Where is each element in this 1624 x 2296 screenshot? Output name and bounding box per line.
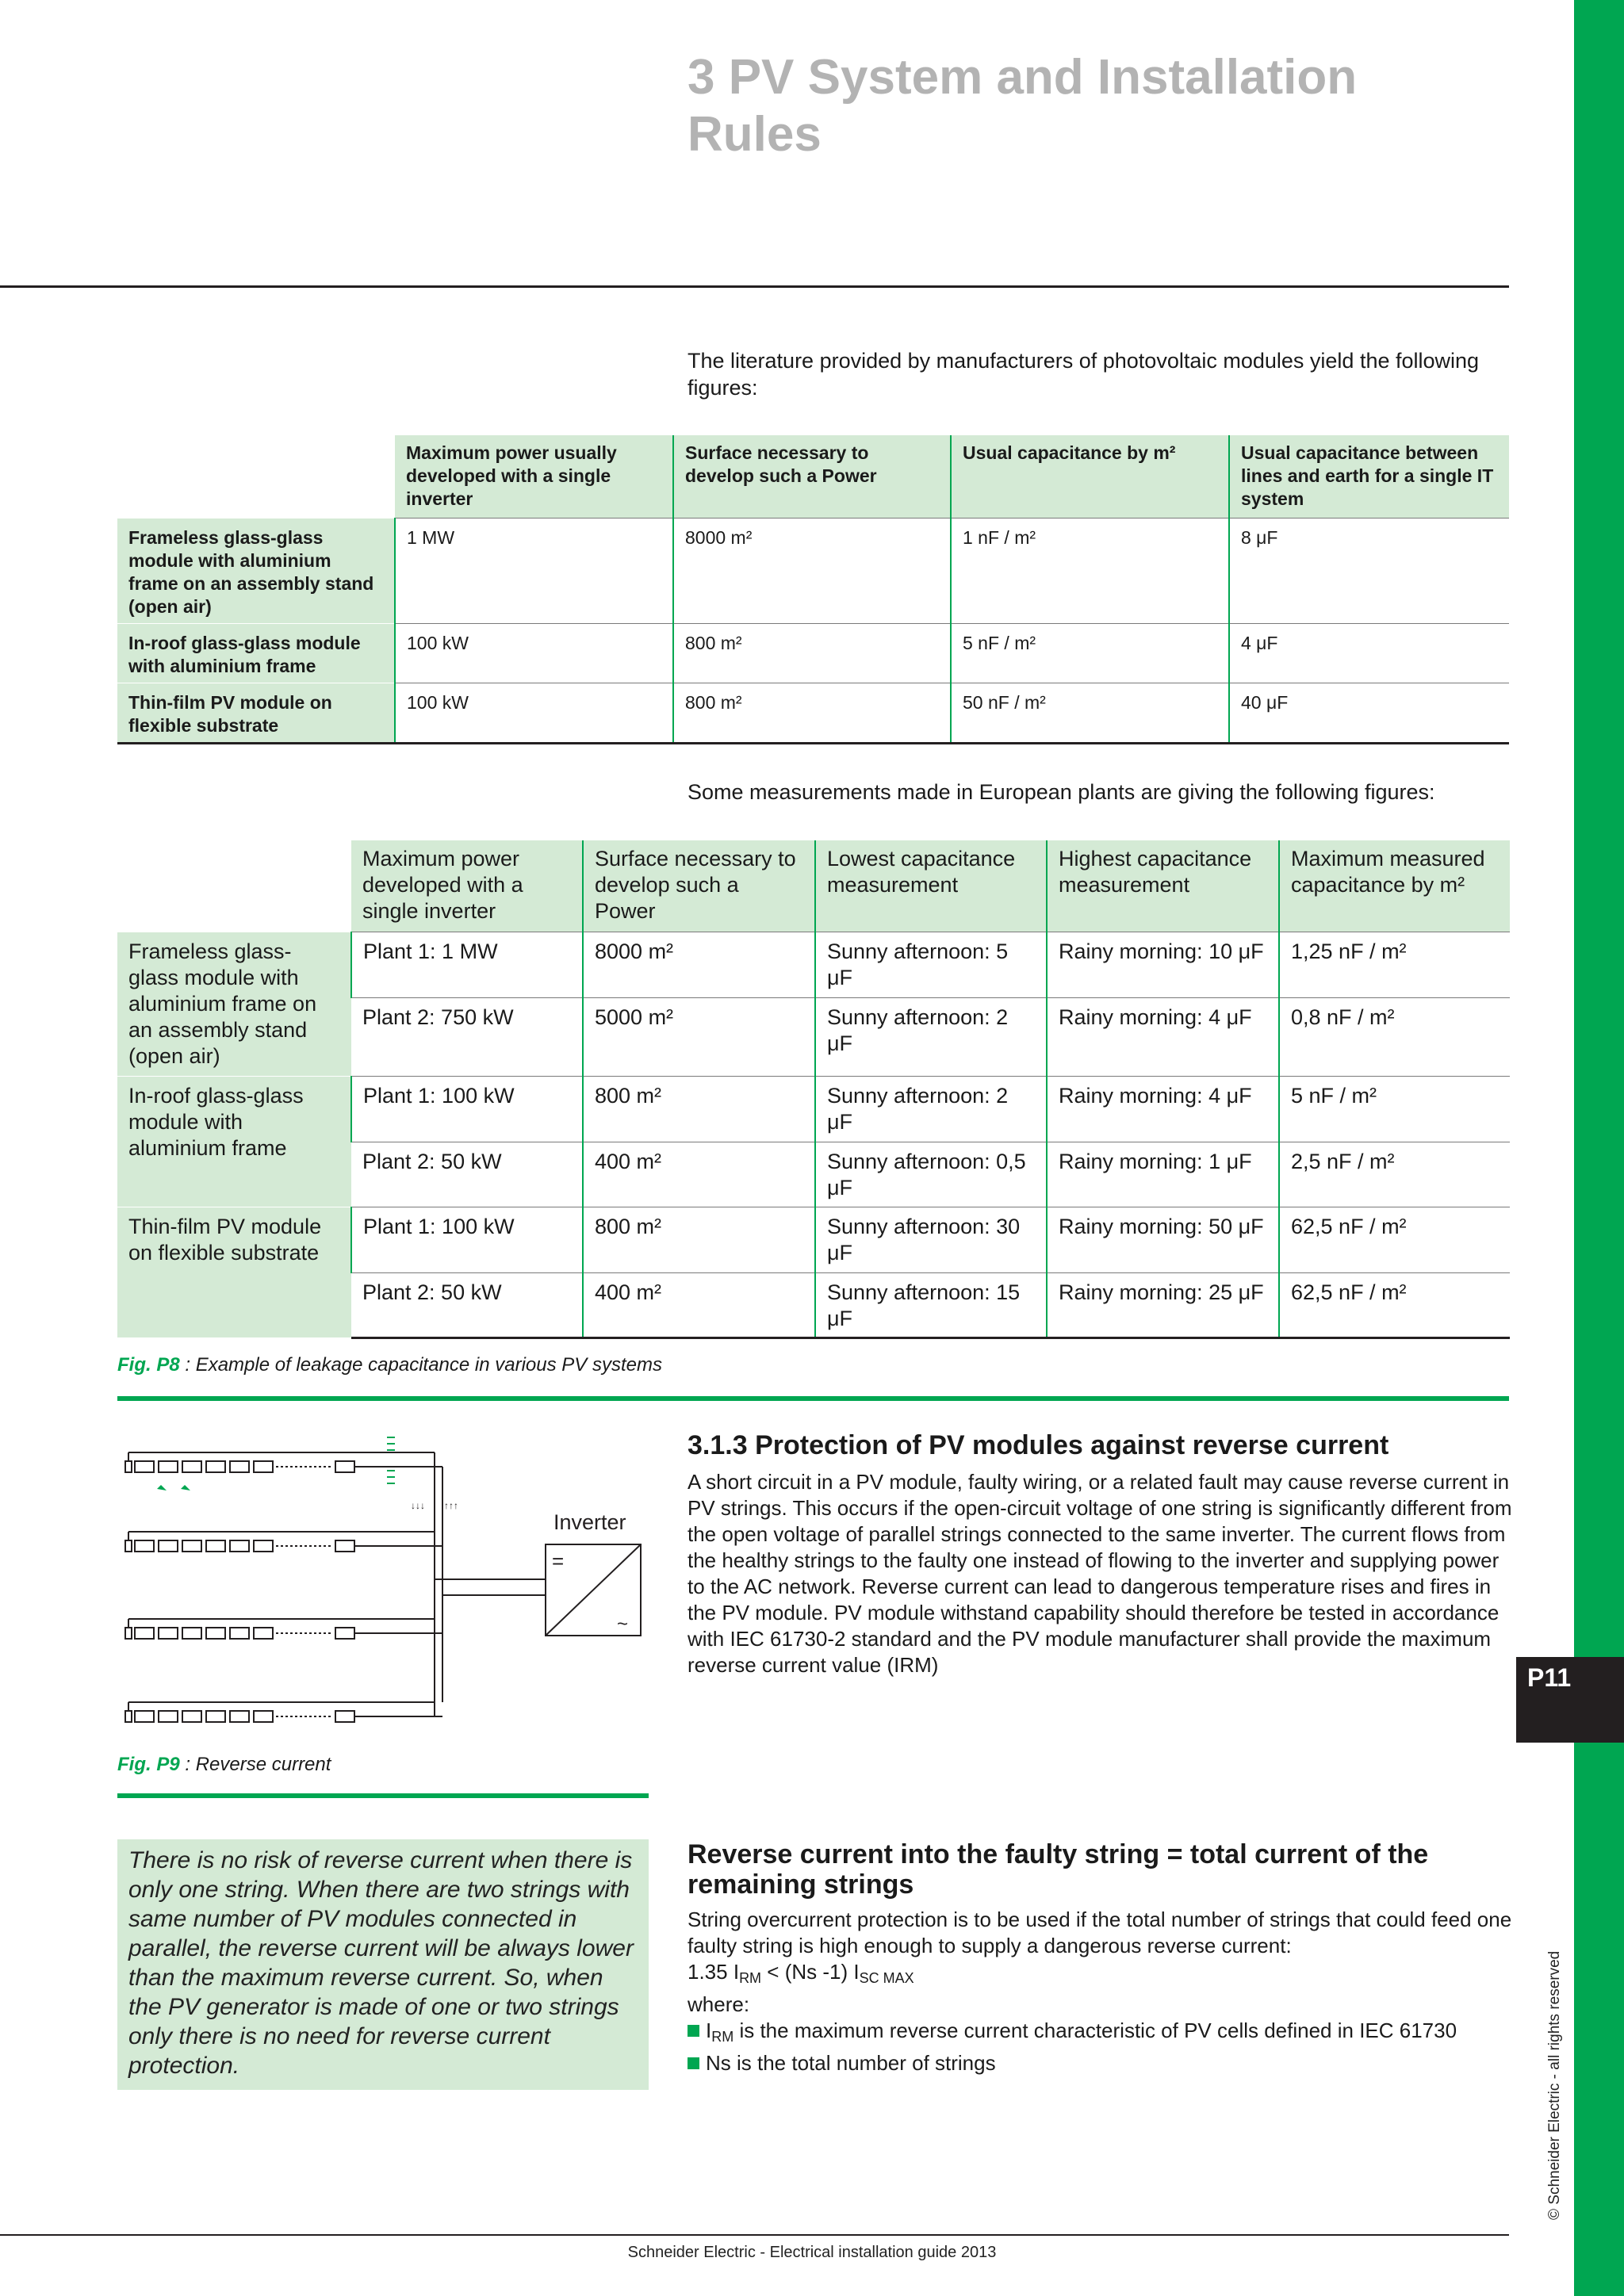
intro-paragraph: The literature provided by manufacturers of photovoltaic modules yield the following figures: [688, 349, 1480, 400]
table-cell: Rainy morning: 10 μF [1047, 932, 1279, 997]
table-cell: Sunny afternoon: 0,5 μF [815, 1142, 1047, 1207]
table-cell: 4 μF [1229, 623, 1509, 683]
row-group-label: In-roof glass-glass module with aluminium frame [117, 1076, 351, 1207]
table-corner [117, 435, 395, 518]
dc-symbol: = [552, 1549, 565, 1573]
table-header: Usual capacitance by m² [951, 435, 1229, 518]
copyright-notice: © Schneider Electric - all rights reserved [1546, 1950, 1563, 2220]
table-row [117, 518, 1509, 623]
table-header: Maximum power developed with a single inverter [351, 840, 583, 932]
header-rule [0, 285, 1509, 288]
capacitance-table-manufacturers [117, 435, 1509, 744]
figure-caption-text: : Example of leakage capacitance in various PV systems [179, 1354, 662, 1376]
formula: 1.35 $I_{RM} < (Ns$ -1) $I_{SC MAX}$ [688, 1960, 914, 1986]
table-cell: 800 m² [583, 1207, 815, 1272]
table-cell: Plant 1: 100 kW [351, 1076, 583, 1142]
row-label: In-roof glass-glass module with aluminium frame [117, 623, 395, 683]
table-header: Lowest capacitance measurement [815, 840, 1047, 932]
table-cell: 5000 m² [583, 997, 815, 1076]
table-cell: 2,5 nF / m² [1279, 1142, 1510, 1207]
table-cell: Rainy morning: 50 μF [1047, 1207, 1279, 1272]
table-cell: 8 μF [1229, 518, 1509, 623]
table-cell: Rainy morning: 4 μF [1047, 1076, 1279, 1142]
table-cell: 5 nF / m² [1279, 1076, 1510, 1142]
table-cell: 1,25 nF / m² [1279, 932, 1510, 997]
chapter-title: 3 PV System and Installation Rules [688, 50, 1358, 162]
pv-string-1 [125, 1452, 442, 1472]
table-cell: 8000 m² [583, 932, 815, 997]
table-cell: 40 μF [1229, 683, 1509, 743]
bullet-icon [688, 2025, 699, 2037]
table-cell: 0,8 nF / m² [1279, 997, 1510, 1076]
down-arrows-icon: ↓↓↓ [411, 1500, 425, 1511]
table-cell: 100 kW [395, 623, 673, 683]
table-cell: Rainy morning: 1 μF [1047, 1142, 1279, 1207]
table-cell: Sunny afternoon: 30 μF [815, 1207, 1047, 1272]
table-row [117, 623, 1509, 683]
table-corner [117, 840, 351, 932]
figure-label: Fig. P9 [117, 1754, 180, 1775]
pv-string-4 [125, 1702, 442, 1722]
table-header: Surface necessary to develop such a Power [583, 840, 815, 932]
page-footer: Schneider Electric - Electrical installation guide 2013 [627, 2244, 997, 2261]
table-header: Highest capacitance measurement [1047, 840, 1279, 932]
table-cell: 400 m² [583, 1272, 815, 1337]
bullet-icon [688, 2057, 699, 2069]
page-number-tab: P11 [1516, 1657, 1624, 1743]
row-label: Frameless glass-glass module with aluminium frame on an assembly stand (open air) [117, 518, 395, 623]
row-group-label: Frameless glass-glass module with aluminium frame on an assembly stand (open air) [117, 932, 351, 1076]
figure-caption-p8 [117, 1354, 662, 1376]
table-header: Maximum measured capacitance by m² [1279, 840, 1510, 932]
table-row [117, 932, 1510, 997]
section-divider [117, 1396, 1509, 1401]
section-heading-reverse-current: Reverse current into the faulty string = total current of the remaining strings [688, 1839, 1429, 1900]
row-label: Thin-film PV module on flexible substrate [117, 683, 395, 743]
table-cell: 8000 m² [673, 518, 951, 623]
list-item: Ns is the total number of strings [688, 2050, 1512, 2076]
figure-caption-p9 [117, 1754, 331, 1776]
figure-label: Fig. P8 [117, 1354, 180, 1376]
table-cell: Plant 1: 100 kW [351, 1207, 583, 1272]
figure-caption-text: : Reverse current [179, 1754, 331, 1775]
table-header-row [117, 840, 1510, 932]
capacitance-table-measurements [117, 840, 1510, 1339]
pv-string-3 [125, 1619, 442, 1639]
table-cell: 800 m² [583, 1076, 815, 1142]
where-label: where: [688, 1992, 750, 2016]
table-header: Usual capacitance between lines and earth for a single IT system [1229, 435, 1509, 518]
table-cell: Sunny afternoon: 15 μF [815, 1272, 1047, 1337]
table-cell: Plant 2: 50 kW [351, 1272, 583, 1337]
section-heading-313: 3.1.3 Protection of PV modules against reverse current [688, 1430, 1389, 1460]
row-group-label: Thin-film PV module on flexible substrate [117, 1207, 351, 1337]
table-header: Surface necessary to develop such a Power [673, 435, 951, 518]
table-row [117, 683, 1509, 743]
table-cell: 1 nF / m² [951, 518, 1229, 623]
ac-symbol: ~ [617, 1613, 629, 1635]
table-cell: 1 MW [395, 518, 673, 623]
table-cell: Plant 2: 750 kW [351, 997, 583, 1076]
table-cell: 50 nF / m² [951, 683, 1229, 743]
table-cell: 800 m² [673, 683, 951, 743]
up-arrows-icon: ↑↑↑ [444, 1500, 458, 1511]
table-row [117, 1076, 1510, 1142]
footer-rule [0, 2234, 1509, 2236]
table-header-row [117, 435, 1509, 518]
list-item: $I_{RM}$ is the maximum reverse current characteristic of PV cells defined in IEC 61730 [688, 2018, 1512, 2050]
pv-string-2 [125, 1532, 442, 1552]
table-cell: 400 m² [583, 1142, 815, 1207]
paragraph: String overcurrent protection is to be used if the total number of strings that could feed one faulty string is high enough to supply a dangerous reverse current: [688, 1908, 1512, 1957]
section-divider [117, 1793, 649, 1798]
table-cell: Sunny afternoon: 2 μF [815, 997, 1047, 1076]
reverse-current-diagram [117, 1427, 649, 1744]
table-cell: Rainy morning: 25 μF [1047, 1272, 1279, 1337]
table-cell: 5 nF / m² [951, 623, 1229, 683]
table-row [117, 1207, 1510, 1272]
fault-current-arrows [157, 1437, 395, 1490]
table-cell: Plant 1: 1 MW [351, 932, 583, 997]
table-cell: Sunny afternoon: 2 μF [815, 1076, 1047, 1142]
inverter-label: Inverter [553, 1510, 626, 1534]
callout-box: There is no risk of reverse current when there is only one string. When there are two strings with same number of PV modules connected in parallel, the reverse current will be always lower than the maximum reverse current. So, when the PV generator is made of one or two strings only there is no need for reverse current protection. [117, 1839, 649, 2090]
table-cell: Plant 2: 50 kW [351, 1142, 583, 1207]
side-green-bar [1574, 0, 1624, 2296]
table-cell: 62,5 nF / m² [1279, 1207, 1510, 1272]
table-cell: Rainy morning: 4 μF [1047, 997, 1279, 1076]
table-cell: 800 m² [673, 623, 951, 683]
section-body-313: A short circuit in a PV module, faulty wiring, or a related fault may cause reverse current in PV strings. This occurs if the open-circuit voltage of one string is significantly different from the open voltage of parallel strings connected to the same inverter. The current flows from the healthy strings to the faulty one instead of flowing to the inverter and supplying power to the AC network. Reverse current can lead to dangerous temperature rises and fires in the PV module. PV module withstand capability should therefore be tested in accordance with IEC 61730-2 standard and the PV module manufacturer shall provide the maximum reverse current value (IRM) [688, 1470, 1512, 1677]
table-cell: 62,5 nF / m² [1279, 1272, 1510, 1337]
intro-paragraph-2: Some measurements made in European plants are giving the following figures: [688, 780, 1435, 804]
table-cell: 100 kW [395, 683, 673, 743]
table-cell: Sunny afternoon: 5 μF [815, 932, 1047, 997]
table-header: Maximum power usually developed with a single inverter [395, 435, 673, 518]
section-body-reverse-current [688, 1907, 1512, 2076]
